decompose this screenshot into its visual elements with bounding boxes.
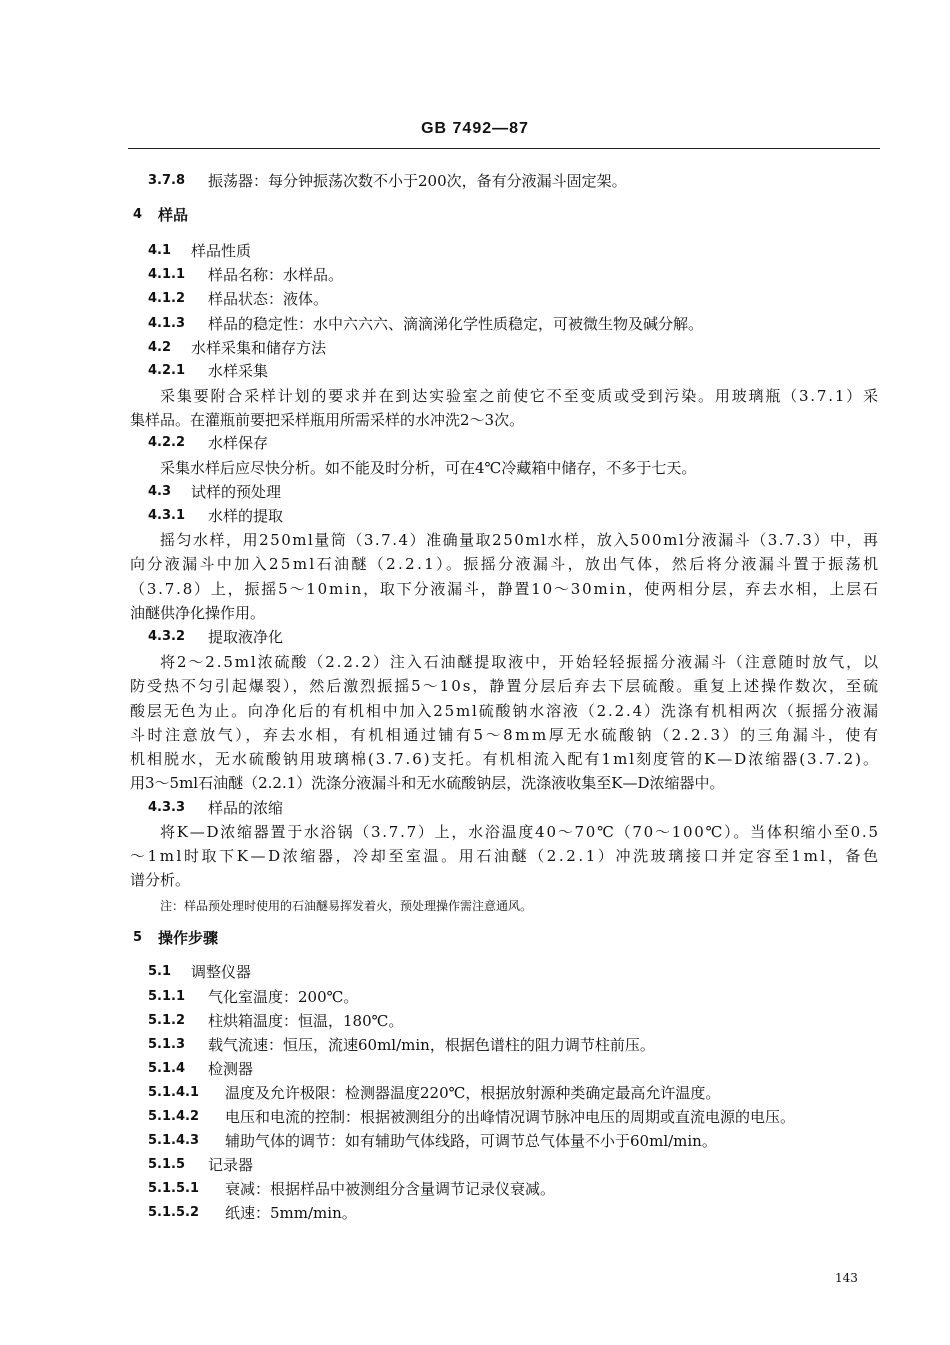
clause-text: 记录器 bbox=[208, 1156, 254, 1174]
clause-text: 提取液净化 bbox=[208, 628, 284, 646]
clause-text: 衰减：根据样品中被测组分含量调节记录仪衰减。 bbox=[225, 1180, 556, 1198]
section-number: 4.3 bbox=[148, 484, 172, 499]
section-number: 4.1.3 bbox=[148, 316, 186, 331]
clause-text: 气化室温度：200℃。 bbox=[208, 988, 359, 1006]
clause-text: 辅助气体的调节：如有辅助气体线路，可调节总气体量不小于60ml/min。 bbox=[225, 1132, 717, 1150]
clause-text: 水样采集和储存方法 bbox=[191, 339, 327, 357]
section-number: 4.1.1 bbox=[148, 267, 186, 282]
clause-text: 样品的浓缩 bbox=[208, 799, 284, 817]
section-heading: 样品 bbox=[158, 206, 189, 224]
section-number: 4.1 bbox=[148, 243, 172, 258]
section-number: 4.1.2 bbox=[148, 291, 186, 306]
section-number: 5.1.4.2 bbox=[148, 1109, 199, 1124]
section-number: 5.1.1 bbox=[148, 989, 186, 1004]
clause-text: 振荡器：每分钟振荡次数不小于200次，备有分液漏斗固定架。 bbox=[208, 172, 627, 190]
section-number: 5.1 bbox=[148, 964, 172, 979]
section-number: 4.2.2 bbox=[148, 435, 186, 450]
paragraph-line: 将K—D浓缩器置于水浴锅（3.7.7）上，水浴温度40～70℃（70～100℃）。当体积缩小至0.5 bbox=[160, 823, 880, 841]
paragraph-line: 采集水样后应尽快分析。如不能及时分析，可在4℃冷藏箱中储存，不多于七天。 bbox=[160, 459, 697, 477]
section-number: 4.3.3 bbox=[148, 800, 186, 815]
paragraph-line: 斗时注意放气），弃去水相，有机相通过铺有5～8mm厚无水硫酸钠（2.2.3）的三角漏斗，使有 bbox=[130, 726, 881, 744]
section-number: 5.1.3 bbox=[148, 1037, 186, 1052]
section-number: 5.1.4.1 bbox=[148, 1085, 199, 1100]
section-number: 5.1.5.2 bbox=[148, 1205, 199, 1220]
clause-text: 调整仪器 bbox=[191, 963, 252, 981]
paragraph-line: 向分液漏斗中加入25ml石油醚（2.2.1）。振摇分液漏斗，放出气体，然后将分液漏斗置于振荡机 bbox=[130, 555, 881, 573]
paragraph-line: ～1ml时取下K—D浓缩器，冷却至室温。用石油醚（2.2.1）冲洗玻璃接口并定容至1ml，备色 bbox=[130, 847, 881, 865]
paragraph-line: 防受热不匀引起爆裂），然后激烈振摇5～10s，静置分层后弃去下层硫酸。重复上述操作数次，至硫 bbox=[130, 677, 880, 695]
clause-text: 试样的预处理 bbox=[191, 483, 282, 501]
section-number: 5.1.4 bbox=[148, 1061, 186, 1076]
clause-text: 水样的提取 bbox=[208, 507, 284, 525]
clause-text: 样品名称：水样品。 bbox=[208, 266, 344, 284]
section-heading: 操作步骤 bbox=[158, 929, 219, 947]
section-number: 4.3.2 bbox=[148, 629, 186, 644]
paragraph-line: 酸层无色为止。向净化后的有机相中加入25ml硫酸钠水溶液（2.2.4）洗涤有机相两次（振摇分液漏 bbox=[130, 702, 880, 720]
clause-text: 纸速：5mm/min。 bbox=[225, 1204, 357, 1222]
paragraph-line: 谱分析。 bbox=[130, 871, 191, 889]
paragraph-line: 采集要附合采样计划的要求并在到达实验室之前使它不至变质或受到污染。用玻璃瓶（3.7.1）采 bbox=[160, 387, 880, 405]
standard-header: GB 7492—87 bbox=[421, 120, 529, 137]
paragraph-line: 油醚供净化操作用。 bbox=[130, 604, 266, 622]
section-number: 5.1.4.3 bbox=[148, 1133, 199, 1148]
clause-text: 柱烘箱温度：恒温，180℃。 bbox=[208, 1012, 404, 1030]
section-number: 4.2.1 bbox=[148, 363, 186, 378]
paragraph-line: 集样品。在灌瓶前要把采样瓶用所需采样的水冲洗2～3次。 bbox=[130, 411, 525, 429]
clause-text: 检测器 bbox=[208, 1060, 254, 1078]
paragraph-line: （3.7.8）上，振摇5～10min，取下分液漏斗，静置10～30min，使两相分层，弃去水相，上层石 bbox=[130, 580, 880, 598]
section-number: 4.2 bbox=[148, 340, 172, 355]
section-number: 5.1.5 bbox=[148, 1157, 186, 1172]
paragraph-line: 用3～5ml石油醚（2.2.1）洗涤分液漏斗和无水硫酸钠层，洗涤液收集至K—D浓缩器中。 bbox=[130, 774, 725, 792]
section-number: 3.7.8 bbox=[148, 173, 186, 188]
clause-text: 温度及允许极限：检测器温度220℃，根据放射源种类确定最高允许温度。 bbox=[225, 1084, 721, 1102]
section-number: 5 bbox=[133, 930, 143, 945]
clause-text: 水样保存 bbox=[208, 434, 269, 452]
note-text: 注：样品预处理时使用的石油醚易挥发着火，预处理操作需注意通风。 bbox=[160, 899, 533, 913]
section-number: 4.3.1 bbox=[148, 508, 186, 523]
paragraph-line: 机相脱水，无水硫酸钠用玻璃棉(3.7.6)支托。有机相流入配有1ml刻度管的K—D浓缩器(3.7.2)。 bbox=[130, 750, 880, 768]
paragraph-line: 摇匀水样，用250ml量筒（3.7.4）准确量取250ml水样，放入500ml分液漏斗（3.7.3）中，再 bbox=[160, 531, 880, 549]
clause-text: 样品的稳定性：水中六六六、滴滴涕化学性质稳定，可被微生物及碱分解。 bbox=[208, 315, 704, 333]
clause-text: 载气流速：恒压，流速60ml/min，根据色谱柱的阻力调节柱前压。 bbox=[208, 1036, 655, 1054]
page-number: 143 bbox=[835, 1271, 858, 1285]
paragraph-line: 将2～2.5ml浓硫酸（2.2.2）注入石油醚提取液中，开始轻轻振摇分液漏斗（注意随时放气，以 bbox=[160, 653, 880, 671]
header-rule bbox=[128, 148, 880, 149]
section-number: 4 bbox=[133, 207, 143, 222]
clause-text: 样品性质 bbox=[191, 242, 252, 260]
clause-text: 水样采集 bbox=[208, 362, 269, 380]
clause-text: 电压和电流的控制：根据被测组分的出峰情况调节脉冲电压的周期或直流电源的电压。 bbox=[225, 1108, 796, 1126]
section-number: 5.1.2 bbox=[148, 1013, 186, 1028]
clause-text: 样品状态：液体。 bbox=[208, 290, 329, 308]
section-number: 5.1.5.1 bbox=[148, 1181, 199, 1196]
